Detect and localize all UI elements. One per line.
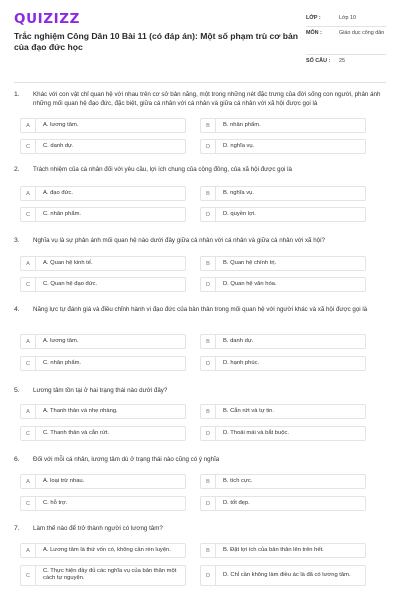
option-letter: D	[201, 357, 216, 370]
option-d[interactable]	[200, 277, 366, 292]
question-number: 1.	[14, 91, 20, 98]
question-6	[14, 456, 386, 468]
option-text: C. hỗ trợ.	[43, 499, 68, 506]
option-letter: A	[21, 544, 36, 557]
meta-label: LỚP :	[306, 15, 321, 21]
option-c[interactable]	[20, 496, 186, 511]
option-text: A. loại trừ nhau.	[43, 477, 85, 484]
option-text: D. Chỉ cần không làm điều ác là đã có lương tâm.	[223, 571, 351, 578]
option-letter: D	[201, 278, 216, 291]
option-text: D. hạnh phúc.	[223, 359, 260, 366]
option-a[interactable]	[20, 404, 186, 419]
option-text: A. Thanh thản và nhẹ nhàng.	[43, 407, 118, 414]
option-b[interactable]	[200, 256, 366, 271]
option-c[interactable]	[20, 207, 186, 222]
option-b[interactable]	[200, 334, 366, 349]
option-d[interactable]	[200, 496, 366, 511]
option-letter: B	[201, 119, 216, 132]
question-text: Làm thế nào để trở thành người có lương tâm?	[33, 525, 163, 532]
meta-value: 25	[339, 58, 345, 64]
page-header	[0, 0, 400, 82]
option-text: B. tích cực.	[223, 477, 253, 484]
question-7	[14, 525, 386, 537]
question-number: 6.	[14, 456, 20, 463]
question-number: 7.	[14, 525, 20, 532]
option-a[interactable]	[20, 256, 186, 271]
option-b[interactable]	[200, 118, 366, 133]
question-text: Năng lực tự đánh giá và điều chỉnh hành vi đạo đức của bản thân trong mối quan hệ với người khác và xã hội được gọi là	[33, 306, 368, 313]
option-letter: A	[21, 257, 36, 270]
option-text: B. Cắn rứt và tự tin.	[223, 407, 274, 414]
question-2	[14, 166, 386, 178]
option-letter: B	[201, 405, 216, 418]
option-letter: A	[21, 187, 36, 200]
option-text: A. Lương tâm là thứ vốn có, không cần rèn luyện.	[43, 546, 171, 553]
option-text: A. lương tâm.	[43, 121, 79, 128]
option-letter: A	[21, 475, 36, 488]
option-a[interactable]	[20, 543, 186, 558]
option-a[interactable]	[20, 474, 186, 489]
option-text: B. nhân phẩm.	[223, 121, 261, 128]
option-text: D. nghĩa vụ.	[223, 142, 255, 149]
option-a[interactable]	[20, 118, 186, 133]
option-letter: C	[21, 140, 36, 153]
option-letter: D	[201, 427, 216, 440]
meta-value: Lớp 10	[339, 15, 357, 21]
page-title: Trắc nghiệm Công Dân 10 Bài 11 (có đáp án): Một số phạm trù cơ bản của đạo đức học	[14, 31, 299, 52]
meta-value: Giáo dục công dân	[339, 30, 385, 36]
option-letter: D	[201, 140, 216, 153]
option-c[interactable]	[20, 139, 186, 154]
option-letter: C	[21, 208, 36, 221]
option-letter: A	[21, 405, 36, 418]
option-letter: D	[201, 566, 216, 585]
option-text: B. danh dự.	[223, 337, 254, 344]
question-number: 2.	[14, 166, 20, 173]
quizizz-logo: QUIZIZZ	[14, 11, 81, 27]
option-text: A. Quan hệ kinh tế.	[43, 259, 93, 266]
option-letter: C	[21, 278, 36, 291]
option-text: B. Quan hệ chính trị.	[223, 259, 277, 266]
option-d[interactable]	[200, 139, 366, 154]
header-divider	[14, 82, 386, 83]
option-c[interactable]	[20, 426, 186, 441]
option-letter: B	[201, 257, 216, 270]
option-text: C. Thanh thản và cắn rứt.	[43, 429, 109, 436]
option-b[interactable]	[200, 543, 366, 558]
question-number: 5.	[14, 387, 20, 394]
option-d[interactable]	[200, 565, 366, 586]
meta-row-class	[306, 12, 386, 26]
option-letter: A	[21, 119, 36, 132]
meta-row-subject	[306, 26, 386, 54]
option-text: D. Thoải mái và bắt buộc.	[223, 429, 289, 436]
option-letter: C	[21, 357, 36, 370]
question-3	[14, 237, 386, 249]
option-text: D. tốt đẹp.	[223, 499, 250, 506]
option-text: C. nhân phẩm.	[43, 210, 82, 217]
question-text: Khác với con vật chỉ quan hệ với nhau trên cơ sở bản năng, một trong những nét đặc trưng của đời sống con người, phản ánh những mối quan hệ đạo đức, đặc biệt, giữa cá nhân với cá nhân và giữa cá nhân với xã hội được gọi là	[33, 91, 381, 107]
option-c[interactable]	[20, 277, 186, 292]
option-letter: B	[201, 335, 216, 348]
option-letter: B	[201, 475, 216, 488]
meta-label: SỐ CÂU :	[306, 58, 331, 64]
option-d[interactable]	[200, 207, 366, 222]
option-letter: A	[21, 335, 36, 348]
option-text: B. nghĩa vụ.	[223, 189, 254, 196]
option-d[interactable]	[200, 426, 366, 441]
question-number: 4.	[14, 306, 20, 313]
option-letter: B	[201, 187, 216, 200]
option-letter: B	[201, 544, 216, 557]
question-5	[14, 387, 386, 399]
option-b[interactable]	[200, 186, 366, 201]
option-c[interactable]	[20, 356, 186, 371]
option-text: C. Thực hiện đầy đủ các nghĩa vụ của bản thân một cách tự nguyện.	[43, 567, 177, 582]
option-text: C. nhân phẩm.	[43, 359, 82, 366]
option-text: B. Đặt lợi ích của bản thân lên trên hết.	[223, 546, 324, 553]
option-b[interactable]	[200, 474, 366, 489]
question-text: Nghĩa vụ là sự phản ánh mối quan hệ nào dưới đây giữa cá nhân với cá nhân và giữa cá nhân với xã hội?	[33, 237, 325, 244]
option-b[interactable]	[200, 404, 366, 419]
option-letter: C	[21, 497, 36, 510]
option-letter: D	[201, 497, 216, 510]
option-c[interactable]	[20, 565, 186, 586]
option-a[interactable]	[20, 186, 186, 201]
question-number: 3.	[14, 237, 20, 244]
option-text: A. đạo đức.	[43, 189, 73, 196]
option-text: C. danh dự.	[43, 142, 74, 149]
option-letter: C	[21, 427, 36, 440]
meta-label: MÔN :	[306, 30, 322, 36]
meta-row-count	[306, 54, 386, 68]
option-d[interactable]	[200, 356, 366, 371]
option-text: D. Quan hệ văn hóa.	[223, 280, 277, 287]
question-4	[14, 306, 386, 328]
option-letter: D	[201, 208, 216, 221]
question-text: Đối với mỗi cá nhân, lương tâm dù ở trạng thái nào cũng có ý nghĩa	[33, 456, 220, 463]
option-text: A. lương tâm.	[43, 337, 79, 344]
question-text: Lương tâm tồn tại ở hai trạng thái nào dưới đây?	[33, 387, 168, 394]
option-a[interactable]	[20, 334, 186, 349]
option-text: D. quyền lợi.	[223, 210, 256, 217]
question-text: Trách nhiệm của cá nhân đối với yêu cầu, lợi ích chung của cộng đồng, của xã hội được gọi là	[33, 166, 292, 173]
option-text: C. Quan hệ đạo đức.	[43, 280, 98, 287]
option-letter: C	[21, 566, 36, 585]
